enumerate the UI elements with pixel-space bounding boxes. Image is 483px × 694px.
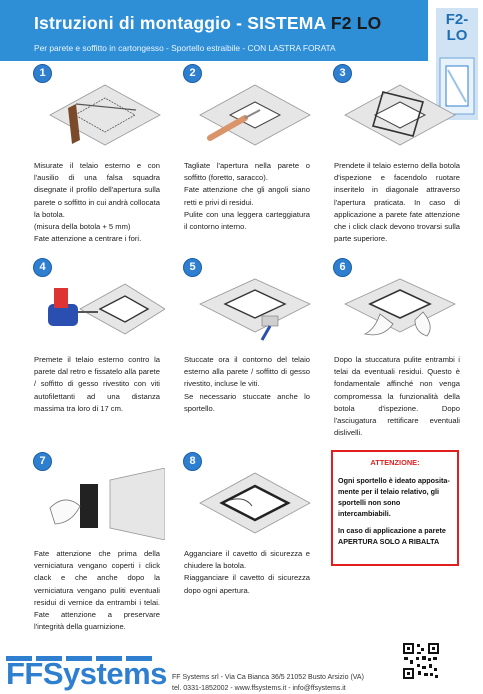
step-3-text xyxy=(334,160,460,245)
step-1-text xyxy=(34,160,160,245)
step-1-illustration xyxy=(40,80,165,150)
step-1-line-3: Fate attenzione a centrare i fori. xyxy=(34,234,142,244)
step-1-line-2: (misura della botola + 5 mm) xyxy=(34,222,131,232)
qr-code-icon xyxy=(402,642,440,680)
step-8-illustration xyxy=(190,468,315,540)
step-number-6: 6 xyxy=(333,258,352,277)
badge-line-1: F2- xyxy=(445,11,469,28)
step-3-illustration xyxy=(335,80,460,150)
step-4-line-1: Premete il telaio esterno contro la parete dal retro e fissatelo alla parete / soffitto di gesso rivestito con viti autofilettanti ad una distanza massima tra loro di 17 cm. xyxy=(34,355,160,413)
badge-line-2: LO xyxy=(446,27,468,44)
step-5-text xyxy=(184,354,310,415)
step-6-text xyxy=(334,354,460,439)
warning-paragraph-1: Ogni sportello è ideato apposita-mente per il telaio relativo, gli sportelli non sono intercambiabili. xyxy=(338,476,450,518)
step-2-line-3: Pulite con una leggera carteggiatura il contorno interno. xyxy=(184,209,310,232)
page-title xyxy=(34,13,381,34)
step-number-3: 3 xyxy=(333,64,352,83)
page-subtitle: Per parete e soffitto in cartongesso - Sportello estraibile - CON LASTRA FORATA xyxy=(34,43,336,53)
badge-code xyxy=(436,12,478,44)
step-4-illustration xyxy=(40,274,165,344)
step-number-2: 2 xyxy=(183,64,202,83)
step-6-line-1: Dopo la stuccatura pulite entrambi i telai da eventuali residui. Questo è fondamentale affinché non venga compromessa la funzionalità della botola d'ispezione. Dopo l'asciugatura rettificare eventuali dislivelli. xyxy=(334,355,460,438)
step-5-illustration xyxy=(190,274,315,344)
company-address: FF Systems srl - Via Ca Bianca 36/5 21052 Busto Arsizio (VA) xyxy=(172,674,364,681)
step-1-line-1: Misurate il telaio esterno e con l'ausilio di una falsa squadra disegnate il profilo dell'apertura sulla parete o soffitto in cui andrà collocata la botola. xyxy=(34,161,160,219)
step-2-text xyxy=(184,160,310,233)
step-7-illustration xyxy=(40,468,165,540)
step-number-7: 7 xyxy=(33,452,52,471)
step-7-line-1: Fate attenzione che prima della verniciatura vengano coperti i click clack e che anche dopo la verniciatura vengano puliti eventuali residui di vernice da entrambi i telai. Fate attenzione a preservare l'integrità della guarnizione. xyxy=(34,549,160,632)
warning-box xyxy=(331,450,459,566)
step-number-1: 1 xyxy=(33,64,52,83)
step-8-text xyxy=(184,548,310,597)
step-2-illustration xyxy=(190,80,315,150)
step-3-line-1: Prendete il telaio esterno della botola d'ispezione e facendolo ruotare inseritelo in diagonale attraverso l'apertura praticata. In caso di applicazione a parete fate attenzione che i click clack devono trovarsi sulla parte superiore. xyxy=(334,161,460,244)
step-2-line-2: Fate attenzione che gli angoli siano retti e privi di residui. xyxy=(184,185,310,207)
model-name: F2 LO xyxy=(330,13,382,33)
step-number-8: 8 xyxy=(183,452,202,471)
title-text: Istruzioni di montaggio - SISTEMA xyxy=(34,13,331,33)
step-8-line-1: Agganciare il cavetto di sicurezza e chiudere la botola. xyxy=(184,549,310,571)
step-4-text xyxy=(34,354,160,415)
warning-title: ATTENZIONE: xyxy=(370,458,420,467)
company-contacts: tel. 0331-1852002 - www.ffsystems.it - info@ffsystems.it xyxy=(172,685,346,692)
step-number-5: 5 xyxy=(183,258,202,277)
header-banner xyxy=(0,0,428,61)
warning-paragraph-2: In caso di applicazione a parete APERTURA SOLO A RIBALTA xyxy=(338,526,446,546)
step-8-line-2: Riagganciare il cavetto di sicurezza dopo ogni apertura. xyxy=(184,573,310,595)
company-logo xyxy=(6,656,167,692)
step-number-4: 4 xyxy=(33,258,52,277)
logo-ff: FF xyxy=(6,656,43,691)
step-7-text xyxy=(34,548,160,633)
logo-systems: Systems xyxy=(42,656,167,691)
step-2-line-1: Tagliate l'apertura nella parete o soffitto (foretto, saracco). xyxy=(184,161,310,183)
step-5-line-2: Se necessario stuccate anche lo sportello. xyxy=(184,391,310,413)
contact-info xyxy=(172,672,364,694)
step-6-illustration xyxy=(335,274,460,344)
step-5-line-1: Stuccate ora il contorno del telaio esterno alla parete / soffitto di gesso rivestito, incluse le viti. xyxy=(184,355,310,389)
